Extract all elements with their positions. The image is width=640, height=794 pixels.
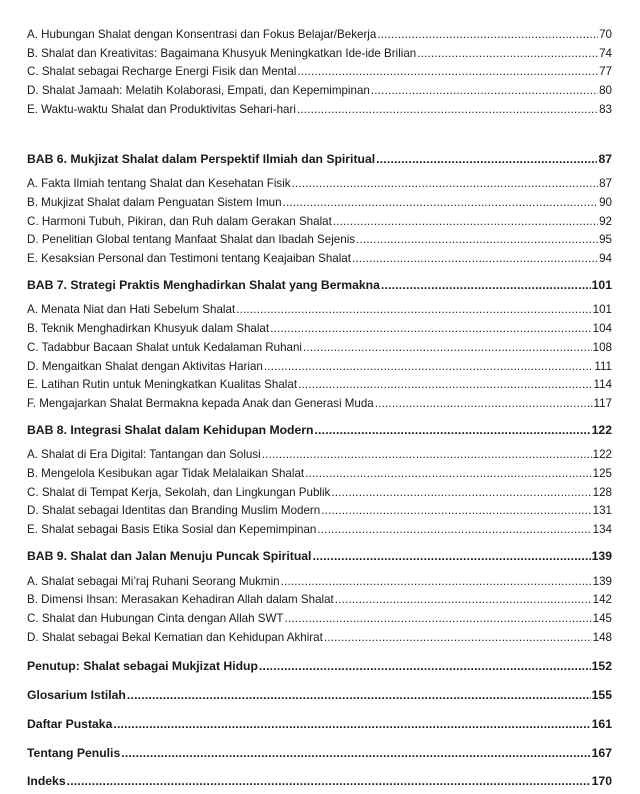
entry-label: Glosarium Istilah (27, 688, 126, 703)
entry-label: C. Shalat di Tempat Kerja, Sekolah, dan Lingkungan Publik (27, 485, 331, 499)
entry-page: 117 (593, 396, 612, 410)
spacer (27, 168, 612, 175)
toc-entry (27, 301, 612, 320)
dot-leader (335, 591, 592, 610)
dot-leader (259, 657, 591, 676)
chapter-heading (27, 547, 612, 566)
toc-entry (27, 250, 612, 269)
entry-label: Daftar Pustaka (27, 716, 113, 731)
toc-entry (27, 446, 612, 465)
chapter-title: BAB 9. Shalat dan Jalan Menuju Puncak Spiritual (27, 548, 312, 563)
entry-label: A. Shalat sebagai Mi’raj Ruhani Seorang Mukmin (27, 574, 280, 588)
dot-leader (127, 686, 591, 705)
toc-entry (27, 45, 612, 64)
dot-leader (333, 213, 598, 232)
spacer (27, 705, 612, 715)
spacer (27, 294, 612, 301)
toc-entry (27, 320, 612, 339)
entry-label: Indeks (27, 774, 66, 789)
entry-label: D. Mengaitkan Shalat dengan Aktivitas Harian (27, 359, 263, 373)
toc-entry (27, 376, 612, 395)
entry-label: C. Tadabbur Bacaan Shalat untuk Kedalaman Ruhani (27, 340, 303, 354)
entry-page: 94 (599, 252, 612, 266)
toc-entry (27, 610, 612, 629)
entry-label: B. Shalat dan Kreativitas: Bagaimana Khusyuk Meningkatkan Ide-ide Brilian (27, 46, 417, 60)
entry-page: 134 (592, 523, 612, 537)
entry-page: 95 (599, 233, 612, 247)
dot-leader (317, 521, 591, 540)
toc-entry (27, 213, 612, 232)
entry-page: 101 (592, 303, 612, 317)
entry-label: B. Mukjizat Shalat dalam Penguatan Sistem Imun (27, 195, 282, 209)
entry-label: A. Menata Niat dan Hati Sebelum Shalat (27, 303, 236, 317)
entry-page: 87 (599, 177, 612, 191)
toc-entry (27, 573, 612, 592)
closing-entry (27, 686, 612, 705)
toc-entry (27, 63, 612, 82)
entry-label: A. Fakta Ilmiah tentang Shalat dan Kesehatan Fisik (27, 177, 291, 191)
entry-page: 80 (599, 84, 612, 98)
chapter-title: BAB 8. Integrasi Shalat dalam Kehidupan Modern (27, 422, 314, 437)
closing-entry (27, 772, 612, 791)
spacer (27, 647, 612, 657)
dot-leader (67, 772, 591, 791)
entry-label: D. Shalat sebagai Identitas dan Branding Muslim Modern (27, 504, 321, 518)
dot-leader (297, 63, 598, 82)
entry-label: C. Harmoni Tubuh, Pikiran, dan Ruh dalam Gerakan Shalat (27, 214, 332, 228)
dot-leader (264, 358, 593, 377)
chapter-title: BAB 6. Mukjizat Shalat dalam Perspektif Ilmiah dan Spiritual (27, 151, 376, 166)
chapter-heading (27, 421, 612, 440)
spacer (27, 566, 612, 573)
dot-leader (312, 547, 590, 566)
entry-page: 83 (599, 102, 612, 116)
dot-leader (377, 26, 598, 45)
chapter-heading (27, 150, 612, 169)
entry-page: 145 (592, 611, 612, 625)
dot-leader (113, 715, 590, 734)
dot-leader (352, 250, 598, 269)
entry-page: 122 (592, 448, 612, 462)
entry-label: C. Shalat dan Hubungan Cinta dengan Allah SWT (27, 611, 284, 625)
entry-page: 139 (592, 574, 612, 588)
entry-label: Penutup: Shalat sebagai Mukjizat Hidup (27, 659, 258, 674)
chapter-page: 101 (591, 277, 612, 292)
entry-page: 155 (591, 688, 612, 703)
entry-label: D. Shalat Jamaah: Melatih Kolaborasi, Empati, dan Kepemimpinan (27, 84, 370, 98)
dot-leader (324, 629, 592, 648)
spacer (27, 414, 612, 421)
dot-leader (305, 465, 592, 484)
chapter-heading (27, 276, 612, 295)
entry-label: D. Shalat sebagai Bekal Kematian dan Kehidupan Akhirat (27, 630, 323, 644)
toc-entry (27, 101, 612, 120)
toc-entry (27, 521, 612, 540)
chapter-page: 122 (591, 422, 612, 437)
entry-label: D. Penelitian Global tentang Manfaat Shalat dan Ibadah Sejenis (27, 233, 356, 247)
dot-leader (285, 610, 592, 629)
dot-leader (331, 484, 591, 503)
spacer (27, 269, 612, 276)
dot-leader (121, 744, 590, 763)
table-of-contents (27, 26, 612, 791)
toc-entry (27, 629, 612, 648)
chapter-page: 139 (591, 548, 612, 563)
toc-entry (27, 231, 612, 250)
entry-page: 131 (592, 504, 612, 518)
spacer (27, 120, 612, 150)
dot-leader (262, 446, 592, 465)
entry-label: E. Waktu-waktu Shalat dan Produktivitas Sehari-hari (27, 102, 296, 116)
dot-leader (297, 101, 598, 120)
entry-page: 92 (599, 214, 612, 228)
spacer (27, 439, 612, 446)
dot-leader (376, 150, 597, 169)
dot-leader (292, 175, 599, 194)
entry-label: E. Latihan Rutin untuk Meningkatkan Kualitas Shalat (27, 378, 298, 392)
entry-label: E. Shalat sebagai Basis Etika Sosial dan Kepemimpinan (27, 523, 317, 537)
dot-leader (371, 82, 598, 101)
entry-page: 125 (592, 467, 612, 481)
entry-page: 114 (593, 378, 612, 392)
entry-page: 104 (592, 322, 612, 336)
entry-label: E. Kesaksian Personal dan Testimoni tentang Keajaiban Shalat (27, 252, 351, 266)
toc-entry (27, 591, 612, 610)
toc-entry (27, 358, 612, 377)
entry-label: B. Mengelola Kesibukan agar Tidak Melalaikan Shalat (27, 467, 305, 481)
chapter-page: 87 (598, 151, 612, 166)
entry-page: 70 (599, 28, 612, 41)
dot-leader (375, 395, 593, 414)
toc-entry (27, 465, 612, 484)
toc-entry (27, 26, 612, 45)
toc-entry (27, 175, 612, 194)
closing-entry (27, 657, 612, 676)
entry-label: C. Shalat sebagai Recharge Energi Fisik dan Mental (27, 65, 297, 79)
entry-page: 170 (591, 774, 612, 789)
dot-leader (236, 301, 591, 320)
entry-label: A. Hubungan Shalat dengan Konsentrasi dan Fokus Belajar/Bekerja (27, 28, 377, 41)
entry-label: A. Shalat di Era Digital: Tantangan dan Solusi (27, 448, 261, 462)
entry-page: 74 (599, 46, 612, 60)
entry-page: 128 (592, 485, 612, 499)
entry-page: 148 (592, 630, 612, 644)
dot-leader (321, 502, 591, 521)
entry-page: 77 (599, 65, 612, 79)
spacer (27, 734, 612, 744)
dot-leader (303, 339, 592, 358)
toc-entry (27, 484, 612, 503)
spacer (27, 676, 612, 686)
entry-page: 142 (592, 593, 612, 607)
dot-leader (314, 421, 590, 440)
spacer (27, 762, 612, 772)
entry-label: Tentang Penulis (27, 745, 121, 760)
dot-leader (270, 320, 592, 339)
entry-page: 111 (594, 359, 612, 373)
entry-page: 161 (591, 716, 612, 731)
entry-page: 152 (591, 659, 612, 674)
entry-page: 108 (592, 340, 612, 354)
entry-label: B. Dimensi Ihsan: Merasakan Kehadiran Allah dalam Shalat (27, 593, 334, 607)
toc-entry (27, 395, 612, 414)
closing-entry (27, 715, 612, 734)
dot-leader (283, 194, 599, 213)
toc-entry (27, 502, 612, 521)
dot-leader (281, 573, 592, 592)
entry-page: 90 (599, 195, 612, 209)
toc-entry (27, 82, 612, 101)
toc-entry (27, 339, 612, 358)
closing-entry (27, 744, 612, 763)
dot-leader (356, 231, 598, 250)
entry-page: 167 (591, 745, 612, 760)
dot-leader (381, 276, 591, 295)
chapter-title: BAB 7. Strategi Praktis Menghadirkan Shalat yang Bermakna (27, 277, 380, 292)
entry-label: F. Mengajarkan Shalat Bermakna kepada Anak dan Generasi Muda (27, 396, 374, 410)
dot-leader (417, 45, 598, 64)
dot-leader (298, 376, 592, 395)
spacer (27, 540, 612, 547)
toc-entry (27, 194, 612, 213)
entry-label: B. Teknik Menghadirkan Khusyuk dalam Shalat (27, 322, 270, 336)
